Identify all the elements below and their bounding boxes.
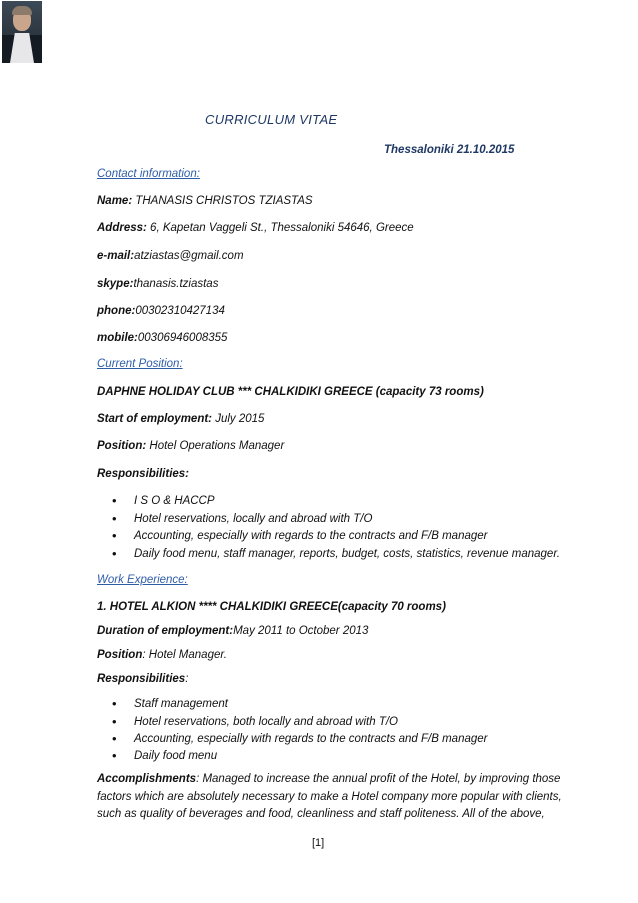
profile-photo	[2, 1, 42, 63]
list-item: Daily food menu, staff manager, reports, budget, costs, statistics, revenue manager.	[134, 548, 560, 560]
current-company: DAPHNE HOLIDAY CLUB *** CHALKIDIKI GREECE (capacity 73 rooms)	[97, 386, 484, 398]
bullet: •	[112, 546, 117, 561]
duration-line: Duration of employment:May 2011 to October 2013	[97, 625, 369, 637]
contact-heading: Contact information:	[97, 168, 200, 180]
document-title: CURRICULUM VITAE	[205, 112, 338, 127]
job1-position-line: Position: Hotel Manager.	[97, 649, 227, 661]
document-date: Thessaloniki 21.10.2015	[384, 144, 515, 156]
phone-line: phone:00302310427134	[97, 305, 225, 317]
responsibilities-label: Responsibilities:	[97, 468, 190, 480]
accomplishments-line-2: factors which are absolutely necessary to make a Hotel company more popular with clients,	[97, 791, 562, 803]
list-item: Daily food menu	[134, 750, 218, 762]
job1-resp-label: Responsibilities:	[97, 673, 189, 685]
name-line: Name: THANASIS CHRISTOS TZIASTAS	[97, 195, 313, 207]
list-item: Hotel reservations, locally and abroad with T/O	[134, 513, 373, 525]
mobile-line: mobile:00306946008355	[97, 332, 228, 344]
page-number: [1]	[312, 837, 325, 849]
bullet: •	[112, 731, 117, 746]
bullet: •	[112, 748, 117, 763]
bullet: •	[112, 493, 117, 508]
skype-line: skype:thanasis.tziastas	[97, 278, 219, 290]
list-item: Accounting, especially with regards to the contracts and F/B manager	[134, 733, 488, 745]
accomplishments-line-3: such as quality of beverages and food, cleanliness and staff politeness. All of the above,	[97, 808, 545, 820]
work-experience-heading: Work Experience:	[97, 574, 188, 586]
job1-title: 1. HOTEL ALKION **** CHALKIDIKI GREECE(capacity 70 rooms)	[97, 601, 446, 613]
bullet: •	[112, 511, 117, 526]
address-line: Address: 6, Kapetan Vaggeli St., Thessaloniki 54646, Greece	[97, 222, 414, 234]
list-item: Accounting, especially with regards to the contracts and F/B manager	[134, 530, 488, 542]
list-item: I S O & HACCP	[134, 495, 215, 507]
accomplishments-line-1: Accomplishments: Managed to increase the annual profit of the Hotel, by improving those	[97, 773, 561, 785]
bullet: •	[112, 714, 117, 729]
position-line: Position: Hotel Operations Manager	[97, 440, 285, 452]
start-line: Start of employment: July 2015	[97, 413, 265, 425]
bullet: •	[112, 696, 117, 711]
current-position-heading: Current Position:	[97, 358, 183, 370]
bullet: •	[112, 528, 117, 543]
list-item: Staff management	[134, 698, 228, 710]
list-item: Hotel reservations, both locally and abroad with T/O	[134, 716, 398, 728]
email-line: e-mail:atziastas@gmail.com	[97, 250, 244, 262]
